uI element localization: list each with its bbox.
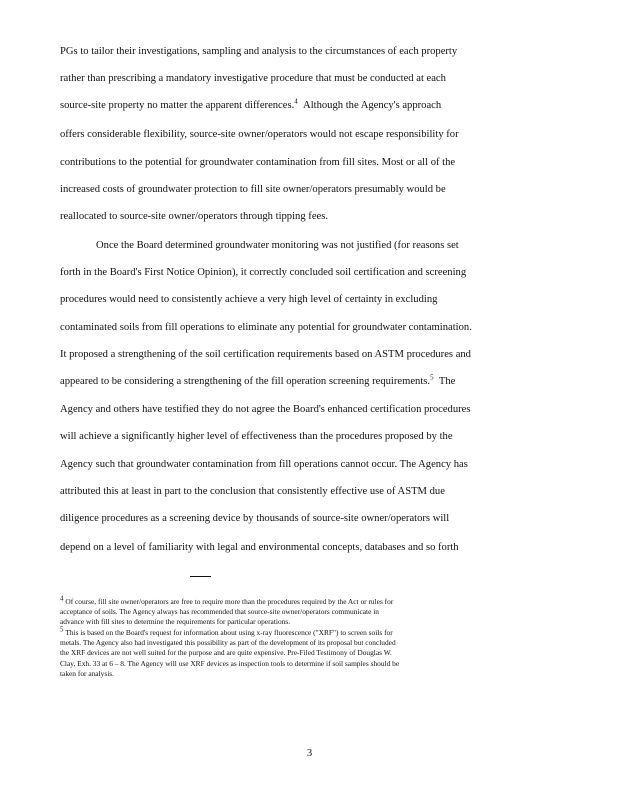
body-line: contaminated soils from fill operations to eliminate any potential for groundwater contamination. [60, 322, 472, 333]
body-line: procedures would need to consistently achieve a very high level of certainty in excluding [60, 294, 438, 305]
body-line: forth in the Board's First Notice Opinion), it correctly concluded soil certification and screening [60, 267, 467, 278]
body-line-text: Although the Agency's approach [303, 100, 442, 111]
body-line: depend on a level of familiarity with legal and environmental concepts, databases and so forth [60, 542, 459, 553]
footnote-mark: 4 [60, 594, 64, 603]
footnote-line: taken for analysis. [60, 669, 114, 678]
body-line: offers considerable flexibility, source-site owner/operators would not escape responsibility for [60, 129, 459, 140]
body-line: contributions to the potential for groundwater contamination from fill sites. Most or all of the [60, 157, 456, 168]
footnote-separator [190, 576, 211, 577]
body-line: Agency and others have testified they do not agree the Board's enhanced certification procedures [60, 404, 471, 415]
body-line: reallocated to source-site owner/operators through tipping fees. [60, 211, 328, 222]
body-line: Agency such that groundwater contamination from fill operations cannot occur. The Agency has [60, 459, 468, 470]
footnote-line: metals. The Agency also had investigated this possibility as part of the development of its proposal but concluded [60, 638, 396, 647]
footnote-line: acceptance of soils. The Agency always has recommended that source-site owner/operators communicate in [60, 607, 379, 616]
footnote-line [60, 625, 560, 637]
body-line: will achieve a significantly higher level of effectiveness than the procedures proposed by the [60, 431, 453, 442]
body-line [60, 375, 560, 388]
footnote-mark: 5 [430, 373, 434, 382]
footnote-mark: 4 [294, 97, 298, 106]
footnote-line: Clay, Exh. 33 at 6 – 8. The Agency will use XRF devices as inspection tools to determine if soil samples should be [60, 659, 400, 668]
body-line: diligence procedures as a screening device by thousands of source-site owner/operators will [60, 513, 450, 524]
body-line: rather than prescribing a mandatory investigative procedure that must be conducted at each [60, 73, 446, 84]
body-line: Once the Board determined groundwater monitoring was not justified (for reasons set [96, 240, 459, 251]
footnote-text: Of course, fill site owner/operators are free to require more than the procedures required by the Act or rules for [65, 597, 394, 606]
footnote-text: This is based on the Board's request for information about using x-ray fluorescence ("XRF") to screen soils for [65, 628, 393, 637]
page-number: 3 [306, 748, 313, 759]
footnote-mark: 5 [60, 625, 64, 634]
footnote-line: the XRF devices are not well suited for the purpose and are quite expensive. Pre-Filed Testimony of Douglas W. [60, 648, 392, 657]
footnote-line [60, 594, 560, 606]
body-line [60, 99, 560, 112]
body-line-text: The [438, 376, 456, 387]
body-line: increased costs of groundwater protection to fill site owner/operators presumably would be [60, 184, 446, 195]
body-line: It proposed a strengthening of the soil certification requirements based on ASTM procedures and [60, 349, 471, 360]
body-line: attributed this at least in part to the conclusion that consistently effective use of ASTM due [60, 486, 445, 497]
body-line-text: source-site property no matter the apparent differences. [60, 100, 295, 111]
footnote-line: advance with fill sites to determine the requirements for particular operations. [60, 617, 291, 626]
body-line-text: appeared to be considering a strengthening of the fill operation screening requirements. [60, 376, 431, 387]
body-line: PGs to tailor their investigations, sampling and analysis to the circumstances of each property [60, 46, 458, 57]
